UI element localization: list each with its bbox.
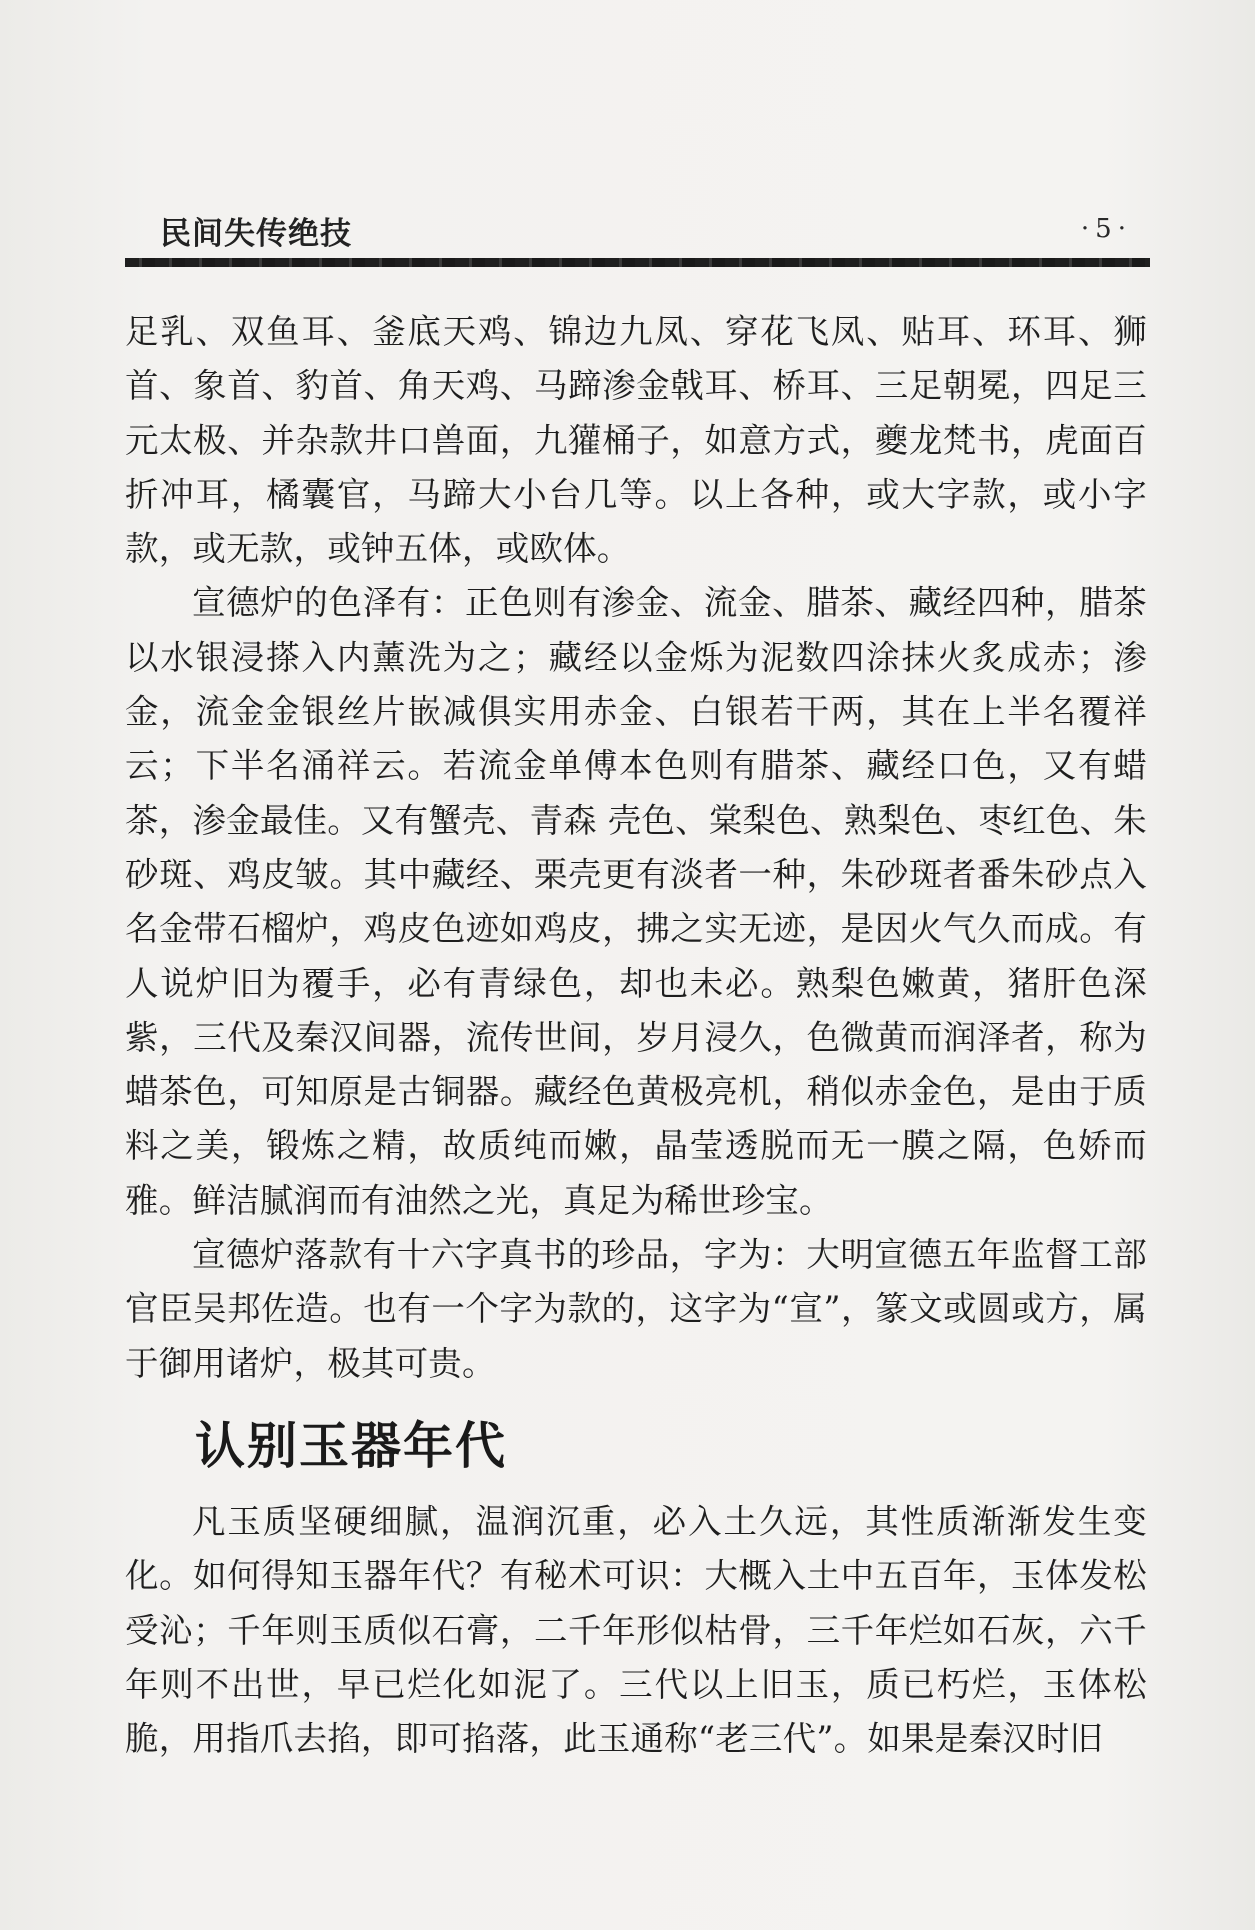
paragraph-xuande-colors: 宣德炉的色泽有：正色则有渗金、流金、腊茶、藏经四种，腊茶以水银浸搽入内薰洗为之；藏经以金烁为泥数四涂抹火炙成赤；渗金，流金金银丝片嵌减俱实用赤金、白银若干两，其在上半名覆祥云；下半名涌祥云。若流金单傅本色则有腊茶、藏经口色，又有蜡茶，渗金最佳。又有蟹壳、青森 壳色、棠梨色、熟梨色、枣红色、朱砂斑、鸡皮皱。其中藏经、栗壳更有淡者一种，朱砂斑者番朱砂点入名金带石榴炉，鸡皮色迹如鸡皮，拂之实无迹，是因火气久而成。有人说炉旧为覆手，必有青绿色，却也未必。熟梨色嫩黄，猪肝色深紫，三代及秦汉间器，流传世间，岁月浸久，色微黄而润泽者，称为蜡茶色，可知原是古铜器。藏经色黄极亮机，稍似赤金色，是由于质料之美，锻炼之精，故质纯而嫩，晶莹透脱而无一膜之隔，色娇而雅。鲜洁腻润而有油然之光，真足为稀世珍宝。 [125,583,1147,1220]
running-header [128,208,1150,252]
body-text [125,305,1147,1766]
header-rule [125,258,1150,267]
paragraph-incense-burner-styles: 足乳、双鱼耳、釜底天鸡、锦边九凤、穿花飞凤、贴耳、环耳、狮首、象首、豹首、角天鸡、马蹄渗金戟耳、桥耳、三足朝冕，四足三元太极、并杂款井口兽面，九獾桶子，如意方式，夔龙梵书，虎面百折冲耳，橘囊官，马蹄大小台几等。以上各种，或大字款，或小字款，或无款，或钟五体，或欧体。 [125,312,1147,569]
page-number: ·5· [1080,214,1132,244]
paragraph-jade-dating: 凡玉质坚硬细腻，温润沉重，必入土久远，其性质渐渐发生变化。如何得知玉器年代？有秘术可识：大概入土中五百年，玉体发松受沁；千年则玉质似石膏，二千年形似枯骨，三千年烂如石灰，六千年则不出世，早已烂化如泥了。三代以上旧玉，质已朽烂，玉体松脆，用指爪去掐，即可掐落，此玉通称“老三代”。如果是秦汉时旧 [125,1501,1147,1759]
paragraph-xuande-inscriptions: 宣德炉落款有十六字真书的珍品，字为：大明宣德五年监督工部官臣吴邦佐造。也有一个字为款的，这字为“宣”，篆文或圆或方，属于御用诸炉，极其可贵。 [125,1235,1147,1383]
section-heading-jade-dating: 认别玉器年代 [195,1416,507,1475]
running-header-title: 民间失传绝技 [160,216,352,252]
